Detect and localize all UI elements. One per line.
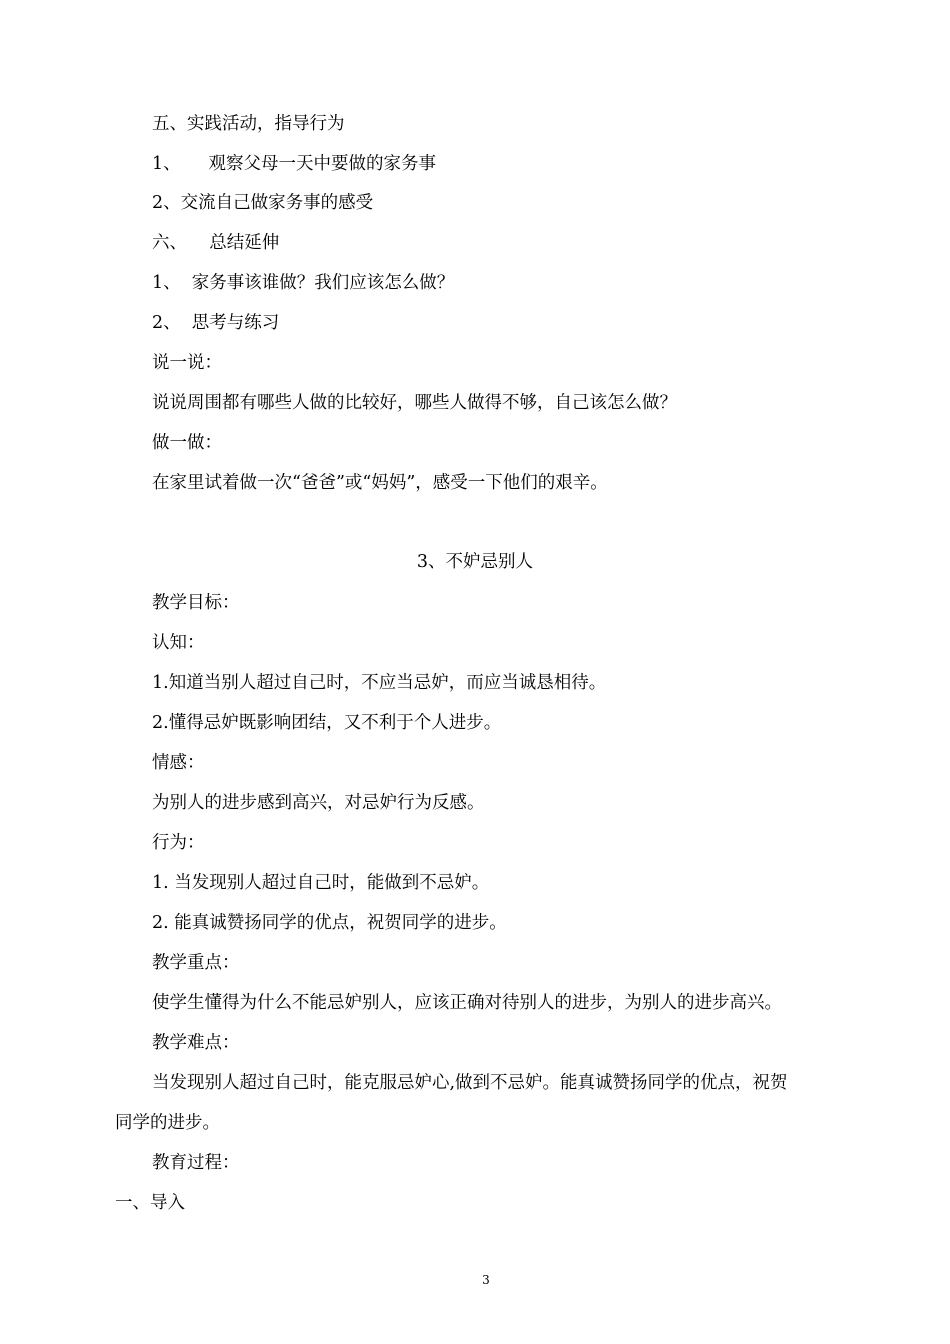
paragraph: 为别人的进步感到高兴，对忌妒行为反感。 [152, 793, 485, 813]
list-item: 2. 能真诚赞扬同学的优点，祝贺同学的进步。 [152, 913, 507, 933]
subheading-process: 教育过程： [152, 1153, 240, 1173]
section-heading-intro: 一、导入 [115, 1193, 185, 1213]
list-item: 1、 观察父母一天中要做的家务事 [152, 154, 436, 174]
paragraph: 说说周围都有哪些人做的比较好，哪些人做得不够，自己该怎么做？ [152, 393, 677, 413]
section-heading-summary: 六、 总结延伸 [152, 233, 280, 253]
page-number: 3 [482, 1273, 490, 1287]
subheading-say: 说一说： [152, 353, 222, 373]
list-item: 1.知道当别人超过自己时，不应当忌妒，而应当诚恳相待。 [152, 673, 607, 693]
subheading-do: 做一做： [152, 433, 222, 453]
subheading-emotion: 情感： [152, 753, 205, 773]
list-item: 1、 家务事该谁做？我们应该怎么做？ [152, 273, 455, 293]
subheading-key-points: 教学重点： [152, 953, 240, 973]
paragraph: 使学生懂得为什么不能忌妒别人，应该正确对待别人的进步，为别人的进步高兴。 [152, 993, 782, 1013]
list-item: 2.懂得忌妒既影响团结，又不利于个人进步。 [152, 713, 502, 733]
paragraph: 当发现别人超过自己时，能克服忌妒心,做到不忌妒。能真诚赞扬同学的优点，祝贺 [152, 1073, 788, 1093]
subheading-goals: 教学目标： [152, 593, 240, 613]
subheading-behavior: 行为： [152, 833, 205, 853]
list-item: 2、交流自己做家务事的感受 [152, 193, 374, 213]
lesson-title: 3、不妒忌别人 [416, 552, 534, 572]
subheading-difficulties: 教学难点： [152, 1033, 240, 1053]
paragraph-continuation: 同学的进步。 [115, 1113, 220, 1133]
list-item: 1. 当发现别人超过自己时，能做到不忌妒。 [152, 873, 490, 893]
section-heading-practice: 五、实践活动，指导行为 [152, 114, 345, 134]
subheading-cognition: 认知： [152, 633, 205, 653]
list-item: 2、 思考与练习 [152, 313, 280, 333]
paragraph: 在家里试着做一次“爸爸”或“妈妈”，感受一下他们的艰辛。 [152, 473, 608, 493]
